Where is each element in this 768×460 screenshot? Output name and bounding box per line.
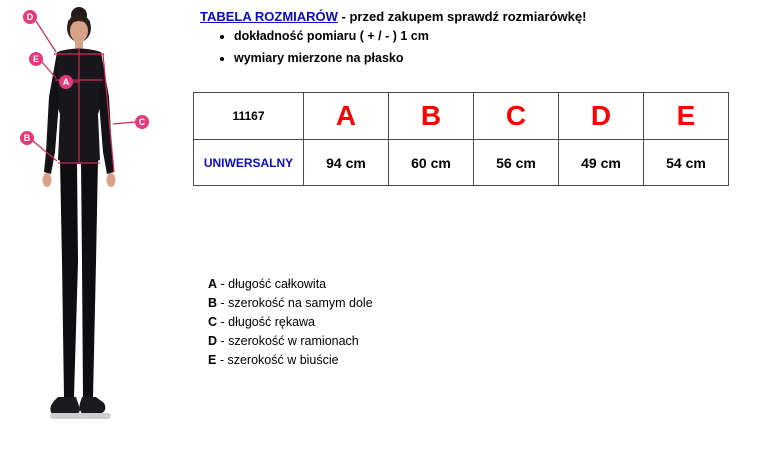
column-b-cell: B [389,93,474,140]
size-table [193,92,729,186]
value-d-cell: 49 cm [559,140,644,186]
legend-letter-a: A [208,277,218,291]
marker-b-label: B [23,133,31,144]
value-c-cell: 56 cm [474,140,559,186]
note-flat-measure: • wymiary mierzone na płasko [234,51,429,65]
size-table-header-row [194,93,729,140]
marker-d-label: D [26,12,34,23]
legend-text-b: - szerokość na samym dole [220,296,373,310]
marker-d-icon [23,10,37,24]
marker-c-label: C [138,117,146,128]
column-e-cell: E [644,93,729,140]
legend-item-a [208,277,373,291]
legend-letter-d: D [208,334,218,348]
page-title [200,9,760,24]
legend-text-e: - szerokość w biuście [219,353,339,367]
note-accuracy: • dokładność pomiaru ( + / - ) 1 cm [234,29,429,43]
marker-a-label: A [62,77,70,88]
legend-text-c: - długość rękawa [220,315,316,329]
model-figure [0,2,190,450]
marker-c-icon [135,115,149,129]
legend-letter-c: C [208,315,218,329]
marker-b-icon [20,131,34,145]
marker-e-label: E [32,54,40,65]
legend-text-d: - szerokość w ramionach [220,334,359,348]
column-a-cell: A [304,93,389,140]
measurement-notes [222,29,429,73]
size-table-values-row [194,140,729,186]
product-photo [0,2,190,450]
legend-item-c [208,315,373,329]
value-e-cell: 54 cm [644,140,729,186]
column-d-cell: D [559,93,644,140]
model-number-cell: 11167 [194,93,304,140]
legend-text-a: - długość całkowita [220,277,327,291]
column-c-cell: C [474,93,559,140]
marker-e-icon [29,52,43,66]
legend-item-e [208,353,373,367]
legend-letter-b: B [208,296,218,310]
marker-a-icon [59,75,73,89]
legend-item-b [208,296,373,310]
legend-item-d [208,334,373,348]
table-subtitle: - przed zakupem sprawdź rozmiarówkę! [341,9,587,24]
table-title: TABELA ROZMIARÓW [200,9,338,24]
measurement-legend [208,277,373,372]
legend-letter-e: E [208,353,217,367]
value-b-cell: 60 cm [389,140,474,186]
value-a-cell: 94 cm [304,140,389,186]
size-label-cell: UNIWERSALNY [194,140,304,186]
